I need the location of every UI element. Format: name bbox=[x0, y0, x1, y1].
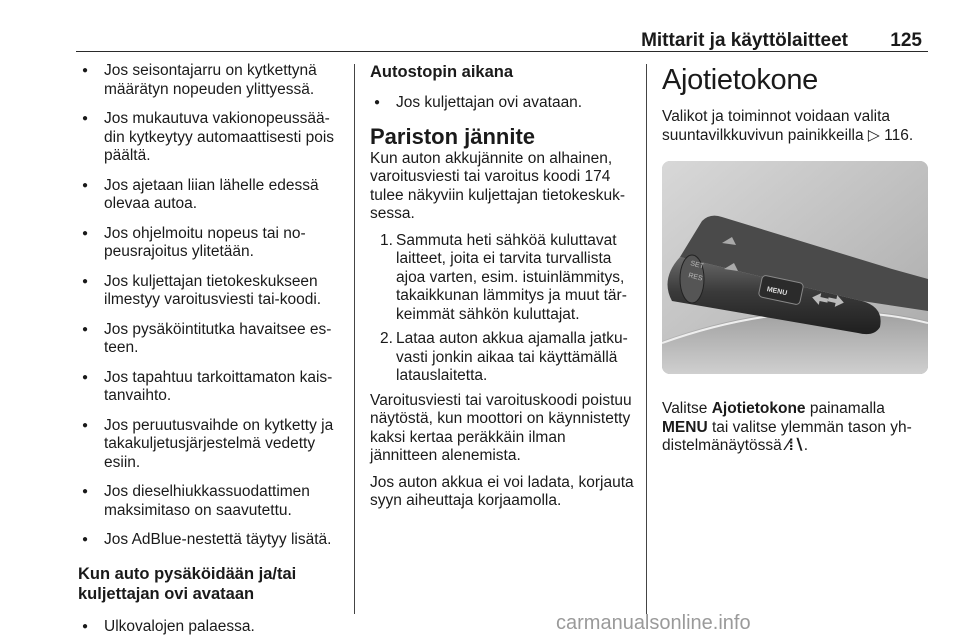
list-item: ● Jos AdBlue-nestettä täytyy lisätä. bbox=[78, 531, 342, 550]
autostop-list bbox=[370, 94, 634, 113]
text: Valitse bbox=[662, 400, 712, 417]
step-text: Lataa auton akkua ajamalla jatkuvasti jonkin aikaa tai käyttämällä latauslaitetta. bbox=[396, 330, 628, 384]
list-item: ● Ulkovalojen palaessa. bbox=[78, 618, 342, 637]
list-item: ● Jos pysäköintitutka havaitsee esteen. bbox=[78, 321, 342, 358]
menu-level-up-icon: ∕⁞∖ bbox=[786, 437, 804, 454]
list-item: ● Jos dieselhiukkassuodattimen maksimitaso on saavutettu. bbox=[78, 483, 342, 520]
parking-conditions-list bbox=[78, 618, 342, 637]
trip-computer-intro bbox=[662, 108, 928, 145]
list-item: ● Jos ajetaan liian lähelle edessä olevaa autoa. bbox=[78, 177, 342, 214]
text: painamalla bbox=[805, 400, 885, 417]
step-number: 1. bbox=[380, 231, 393, 249]
list-item: ● Jos tapahtuu tarkoittamaton kaistanvaihto. bbox=[78, 369, 342, 406]
section-title: Mittarit ja käyttölaitteet bbox=[641, 30, 848, 51]
paragraph: Jos auton akkua ei voi ladata, korjauta syyn aiheuttaja korjaamolla. bbox=[370, 473, 634, 509]
battery-intro: Kun auton akkujännite on alhainen, varoitusviesti tai varoitus koodi 174 tulee näkyviin kuljettajan tietokeskuksessa. bbox=[370, 149, 626, 222]
list-item: ● Jos kuljettajan tietokeskukseen ilmestyy varoitusviesti tai-koodi. bbox=[78, 273, 342, 310]
column-middle bbox=[370, 62, 634, 511]
battery-steps bbox=[370, 232, 634, 386]
text: tai valitse ylemmän tason yhdistelmänäytössä bbox=[662, 418, 912, 454]
menu-term: Ajotietokone bbox=[711, 400, 806, 417]
watermark: carmanualsonline.info bbox=[556, 612, 751, 634]
subheading-parking: Kun auto pysäköidään ja/tai kuljettajan ovi avataan bbox=[78, 564, 297, 603]
list-item: ● Jos seisontajarru on kytkettynä määrätyn nopeuden ylittyessä. bbox=[78, 62, 342, 99]
page-reference-icon: ▷ bbox=[867, 126, 880, 144]
step-number: 2. bbox=[380, 330, 393, 347]
heading-trip-computer: Ajotietokone bbox=[662, 64, 819, 96]
list-item: ● Jos ohjelmoitu nopeus tai nopeusrajoitus ylitetään. bbox=[78, 225, 342, 262]
turn-signal-lever-photo bbox=[662, 161, 928, 374]
list-item: ● Jos mukautuva vakionopeussäädin kytkeytyy automaattisesti pois päältä. bbox=[78, 110, 342, 166]
subheading-autostop: Autostopin aikana bbox=[370, 63, 514, 81]
list-item bbox=[370, 330, 634, 386]
page-reference: 116. bbox=[884, 126, 914, 144]
heading-battery-voltage: Pariston jännite bbox=[370, 123, 536, 149]
intro-text: Valikot ja toiminnot voidaan valita suuntavilkkuvivun painikkeilla bbox=[662, 108, 891, 144]
column-right bbox=[662, 62, 928, 456]
stalk-label: RES bbox=[687, 272, 704, 283]
text: . bbox=[803, 437, 809, 454]
paragraph: Varoitusviesti tai varoituskoodi poistuu näytöstä, kun moottori on käynnistetty kaksi kertaa peräkkäin ilman jännitteen alenemista. bbox=[370, 391, 632, 464]
page-number: 125 bbox=[890, 30, 922, 51]
list-item bbox=[370, 232, 634, 325]
list-item: ● Jos kuljettajan ovi avataan. bbox=[370, 94, 634, 113]
column-divider bbox=[354, 64, 355, 614]
page-header bbox=[76, 22, 928, 52]
stalk-label: SET bbox=[689, 260, 705, 271]
list-item: ● Jos peruutusvaihde on kytketty ja takakuljetusjärjestelmä vedetty esiin. bbox=[78, 417, 342, 473]
column-divider bbox=[646, 64, 647, 614]
step-text: Sammuta heti sähköä kuluttavat laitteet, joita ei tarvita turvallista ajoa varten, esim. istuinlämmitys, takaikkunan lämmitys ja muut tärkeimmät sähkön kuluttajat. bbox=[396, 231, 627, 323]
column-left bbox=[78, 62, 342, 642]
trip-computer-instruction bbox=[662, 400, 928, 456]
button-term: MENU bbox=[662, 418, 708, 436]
warning-conditions-list bbox=[78, 62, 342, 550]
menu-button-label: MENU bbox=[766, 286, 788, 298]
